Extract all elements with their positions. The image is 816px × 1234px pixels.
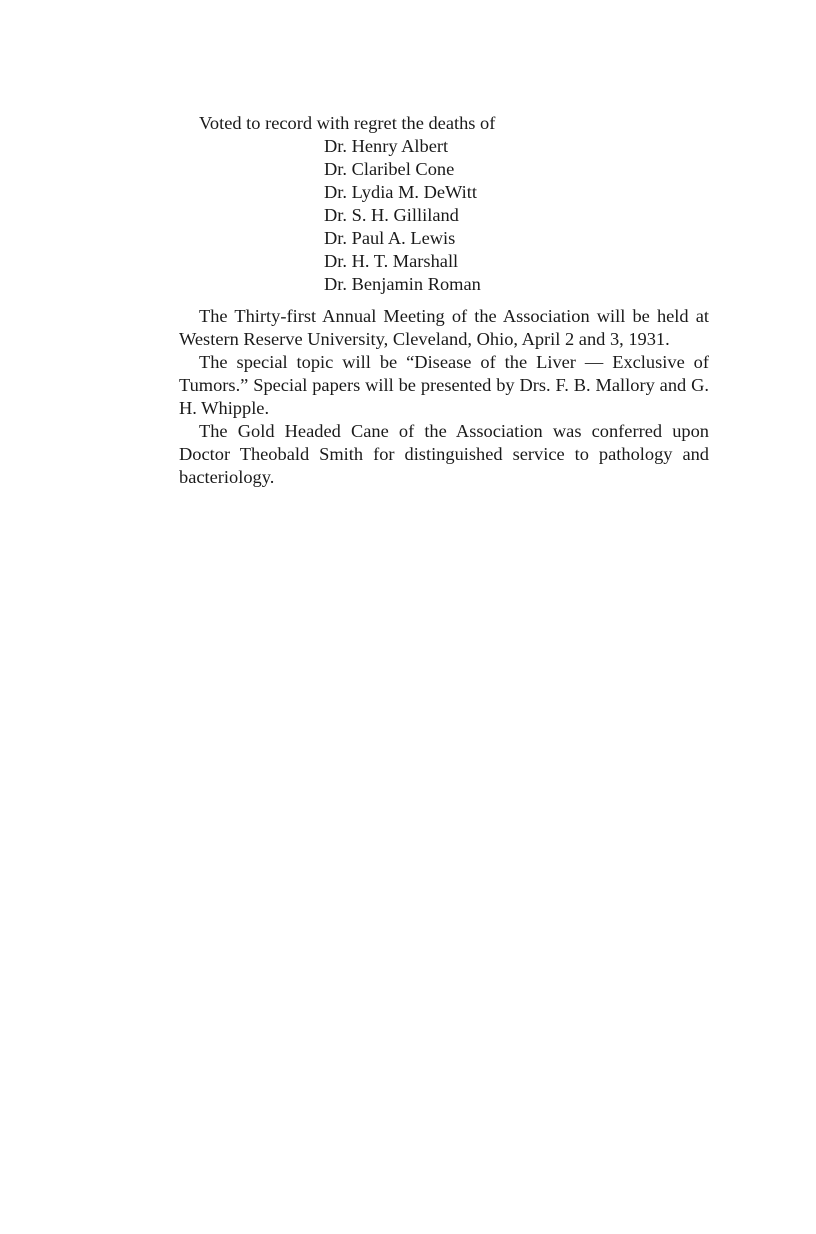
- special-topic-paragraph: The special topic will be “Disease of the Liver — Exclusive of Tumors.” Special papers will be presented by Drs. F. B. Mallory and G. H. Whipple.: [179, 352, 709, 418]
- minutes-text: [179, 112, 709, 489]
- list-item: Dr. Paul A. Lewis: [324, 228, 456, 248]
- list-item: Dr. H. T. Marshall: [324, 251, 459, 271]
- list-item: Dr. Benjamin Roman: [324, 274, 481, 294]
- list-item: Dr. Lydia M. DeWitt: [324, 182, 478, 202]
- list-item: Dr. S. H. Gilliland: [324, 205, 459, 225]
- deaths-list: [324, 135, 709, 296]
- list-item: Dr. Claribel Cone: [324, 159, 455, 179]
- deaths-intro: Voted to record with regret the deaths of: [199, 113, 496, 133]
- list-item: Dr. Henry Albert: [324, 136, 449, 156]
- annual-meeting-paragraph: The Thirty-first Annual Meeting of the Association will be held at Western Reserve University, Cleveland, Ohio, April 2 and 3, 1931.: [179, 306, 709, 349]
- gold-headed-cane-paragraph: The Gold Headed Cane of the Association was conferred upon Doctor Theobald Smith for distinguished service to pathology and bacteriology.: [179, 421, 709, 487]
